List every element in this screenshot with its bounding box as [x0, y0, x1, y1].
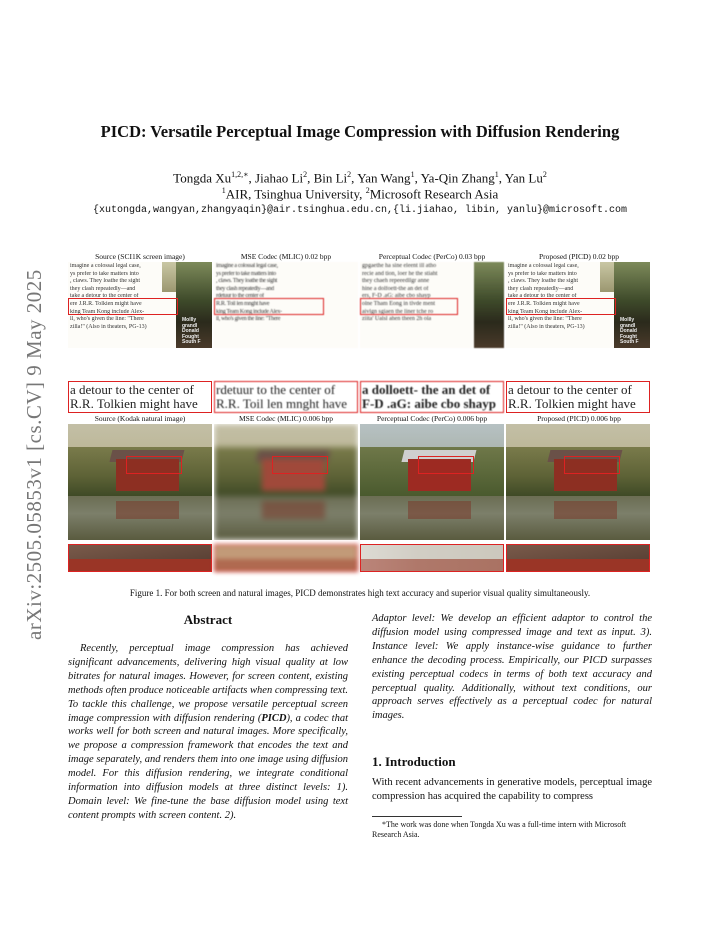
crop-box [68, 298, 178, 315]
poster-text: Mollly grandl Donald Fought South F [182, 317, 201, 345]
zoom-line: rdetuur to the center of [216, 382, 336, 397]
screen-tile-mse [214, 262, 358, 348]
screen-line: olne Tham Eong in tlvde ment [362, 300, 436, 307]
footnote: *The work was done when Tongda Xu was a full-time intern with Microsoft Research Asia. [372, 820, 627, 839]
zoom-line: R.R. Tolkien might have [70, 396, 198, 411]
footnote-rule [372, 816, 462, 817]
screen-line: king Team Kong include Alex- [70, 308, 145, 315]
panel-label: MSE Codec (MLIC) 0.006 bpp [239, 414, 333, 423]
screen-line: king Team Kong include Alex- [508, 308, 583, 315]
paper-title: PICD: Versatile Perceptual Image Compression with Diffusion Rendering [100, 122, 620, 141]
zoom-crop-perco [360, 381, 504, 413]
affil-sup: 2 [365, 186, 370, 195]
screen-line: hine a dolfoett-the an det of [362, 285, 429, 292]
panel-label: Source (SCI1K screen image) [95, 252, 185, 261]
crop-box [506, 298, 616, 315]
screen-line: ll, who's given the line: "There [70, 316, 144, 323]
crop-box [360, 298, 458, 315]
panel-label: Proposed (PICD) 0.02 bpp [539, 252, 619, 261]
screen-tile-source [68, 262, 212, 348]
author-sup: 1,2,∗ [231, 170, 249, 179]
affil-sup: 1 [221, 186, 226, 195]
author-name: Bin Li [313, 170, 348, 186]
author-name: Ya-Qin Zhang [420, 170, 495, 186]
abstract-acronym: PICD [261, 712, 287, 724]
crop-box [272, 456, 328, 474]
screen-line: ys prefer to take matters into [508, 270, 577, 277]
screen-line: zilla!" (Also in theaters, PG-13) [508, 323, 585, 330]
zoom-photo-mse [214, 544, 358, 572]
author-name: Yan Lu [504, 170, 543, 186]
arxiv-identifier: arXiv:2505.05853v1 [cs.CV] 9 May 2025 [22, 269, 46, 640]
poster-text: Mollly grandl Donald Fought South F [620, 317, 639, 345]
abstract-text [68, 642, 348, 823]
crop-box [126, 456, 182, 474]
screen-line: ere J.R.R. Tolkien might have [70, 300, 142, 307]
author-list: Tongda $Xu^{1,2,∗}$, Jiahao Li$^2$, Bin Li$^2$, Yan Wang$^1$, Ya-Qin Zhang$^1$, Yan Lu$^2$ [173, 170, 547, 186]
screen-line: they clash repeatedly—and [216, 285, 274, 292]
zoom-crop-proposed [506, 381, 650, 413]
crop-box [214, 298, 324, 315]
poster-image [614, 262, 650, 348]
photo-perco [360, 424, 504, 540]
zoom-photo-perco [360, 544, 504, 572]
screen-line: ys prefer to take matters into [70, 270, 139, 277]
zoom-line: R.R. Tolkien might have [508, 396, 636, 411]
screen-line: ziita' Ualsl ahen theen 2h ola [362, 316, 432, 323]
intro-text: With recent advancements in generative models, perceptual image compression has acquired the capability to compress [372, 777, 652, 802]
abstract-continued: Adaptor level: We develop an efficient adaptor to control the diffusion model using compressed image and text as input. 3). Instance level: We apply instance-wise guidance to further enhance the decoding process. Empirically, our PICD surpasses existing perceptual codecs in terms of both text accuracy and perceptual quality. Additionally, without text conditions, our approach serves effectively as a perceptual codec for natural images. [372, 613, 652, 722]
screen-line: they clash repeatedly—and [508, 285, 574, 292]
zoom-photo-proposed [506, 544, 650, 572]
figure-1 [68, 250, 652, 580]
photo-source [68, 424, 212, 540]
zoom-line: a detour to the center of [508, 382, 632, 397]
zoom-line: R.R. Toil len mnght have [216, 396, 348, 411]
leaf-image [162, 262, 176, 292]
screen-line: imagine a colossal legal case, [216, 263, 278, 269]
author-sup: 2 [303, 170, 308, 179]
photo-mse [214, 424, 358, 540]
screen-line: take a detour to the center of [508, 293, 577, 300]
author-sup: 2 [347, 170, 352, 179]
affil-text: AIR, Tsinghua University, [225, 186, 366, 202]
zoom-line: a dolloett- the an det of [362, 382, 491, 397]
abstract-heading: Abstract [183, 612, 233, 627]
affiliations [0, 186, 720, 202]
screen-line: , claws. They loathe the sight [508, 278, 579, 285]
panel-label: Source (Kodak natural image) [94, 414, 186, 423]
abstract-part: ), a codec that works well for both screen and natural images. More specifically, we propose a compression framework that encodes the text and image separately, and renders them into one image using diffusion model. For this diffusion rendering, we integrate conditional information into diffusion models at three distinct levels: 1). Domain level: We fine-tune the base diffusion model using text content prompts with screen content. 2). [68, 712, 348, 821]
screen-line: rdetuur to the center of [216, 293, 264, 300]
leaf-image [600, 262, 614, 292]
screen-line: they chaeh repeeedllgr anne [362, 278, 430, 285]
panel-label: Perceptual Codec (PerCo) 0.03 bpp [378, 252, 486, 261]
screen-line: R.R. Toil len mnght have [216, 300, 270, 307]
zoom-photo-source [68, 544, 212, 572]
affil-text: Microsoft Research Asia [369, 186, 499, 202]
screen-tile-perco [360, 262, 504, 348]
screen-line: they clash repeatedly—and [70, 285, 136, 292]
zoom-crop-source [68, 381, 212, 413]
panel-label: MSE Codec (MLIC) 0.02 bpp [240, 252, 332, 261]
crop-box [418, 456, 474, 474]
author-sup: 1 [494, 170, 499, 179]
photo-proposed [506, 424, 650, 540]
abstract-part: Recently, perceptual image compression has achieved significant advancements, delivering high visual quality at low bitrates for natural images. However, for screen content, existing methods often produce noticeable artifacts when compressing text. To tackle this challenge, we propose versatile perceptual screen image compression with diffusion rendering ( [68, 643, 348, 724]
poster-image [176, 262, 212, 348]
author-name: Jiahao Li [255, 170, 304, 186]
poster-image [474, 262, 504, 348]
screen-line: ers, F-D .aG: aibe cbo shayp [362, 293, 431, 300]
screen-line: ere J.R.R. Tolkien might have [508, 300, 580, 307]
section-heading-introduction: 1. Introduction [372, 754, 456, 769]
screen-line: ll, who's given the line: "There [216, 316, 281, 323]
panel-label: Perceptual Codec (PerCo) 0.006 bpp [376, 414, 488, 423]
author-name: Yan Wang [357, 170, 411, 186]
screen-line: recie and tion, loer he the stiaht [362, 270, 438, 277]
screen-line: imagine a colossal legal case, [70, 263, 141, 269]
screen-line: take a detour to the center of [70, 293, 139, 300]
screen-tile-proposed [506, 262, 650, 348]
screen-line: zilla!" (Also in theaters, PG-13) [70, 323, 147, 330]
screen-line: ys prefer to take matters into [216, 270, 276, 277]
author-name: Tongda Xu [173, 170, 232, 186]
screen-line: aivlgn sgiaen the liner tche ro [362, 308, 434, 315]
panel-label: Proposed (PICD) 0.006 bpp [537, 414, 621, 423]
zoom-crop-mse [214, 381, 358, 413]
author-emails[interactable]: {xutongda,wangyan,zhangyaqin}@air.tsinghua.edu.cn,{li.jiahao, libin, yanlu}@microsoft.com [92, 205, 628, 216]
screen-line: gpgaethe ha sine eleent ill atho [362, 263, 437, 269]
screen-line: ll, who's given the line: "There [508, 316, 582, 323]
screen-line: king Team Kong include Alex- [216, 308, 282, 315]
zoom-line: a detour to the center of [70, 382, 194, 397]
screen-line: , claws. They loathe the sight [216, 278, 278, 285]
author-sup: 1 [410, 170, 415, 179]
screen-line: , claws. They loathe the sight [70, 278, 141, 285]
author-sup: 2 [542, 170, 547, 179]
zoom-line: F-D .aG: aibe cbo shayp [362, 396, 496, 411]
figure-caption: Figure 1. For both screen and natural images, PICD demonstrates high text accuracy and superior visual quality simultaneously. [129, 588, 591, 598]
crop-box [564, 456, 620, 474]
screen-line: imagine a colossal legal case, [508, 263, 579, 269]
